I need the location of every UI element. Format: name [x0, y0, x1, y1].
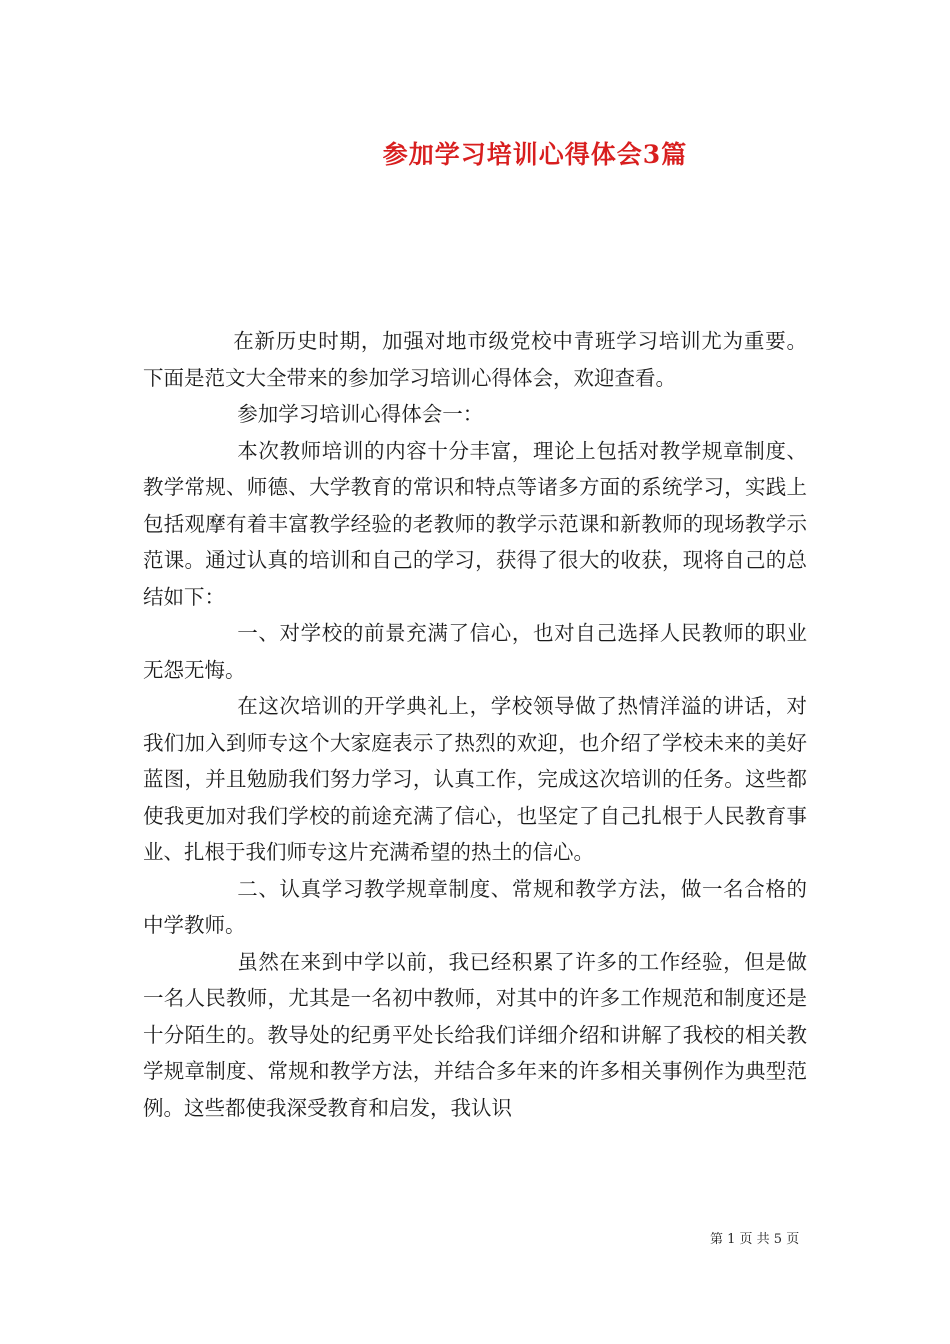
- page-title: 参加学习培训心得体会3篇: [382, 140, 688, 169]
- document-body: [143, 323, 807, 1126]
- point-heading-one: 一、对学校的前景充满了信心，也对自己选择人民教师的职业无怨无悔。: [143, 621, 807, 682]
- paragraph: 虽然在来到中学以前，我已经积累了许多的工作经验，但是做一名人民教师，尤其是一名初中教师，对其中的许多工作规范和制度还是十分陌生的。教导处的纪勇平处长给我们详细介绍和讲解了我校的相关教学规章制度、常规和教学方法，并结合多年来的许多相关事例作为典型范例。这些都使我深受教育和启发，我认识: [143, 949, 807, 1120]
- page-number: 第 1 页 共 5 页: [710, 1232, 800, 1247]
- intro-paragraph: 在新历史时期，加强对地市级党校中青班学习培训尤为重要。下面是范文大全带来的参加学习培训心得体会，欢迎查看。: [143, 329, 807, 390]
- point-heading-two: 二、认真学习教学规章制度、常规和教学方法，做一名合格的中学教师。: [143, 876, 807, 937]
- paragraph: 本次教师培训的内容十分丰富，理论上包括对教学规章制度、教学常规、师德、大学教育的常识和特点等诸多方面的系统学习，实践上包括观摩有着丰富教学经验的老教师的教学示范课和新教师的现场教学示范课。通过认真的培训和自己的学习，获得了很大的收获，现将自己的总结如下：: [143, 438, 807, 609]
- section-heading-one: 参加学习培训心得体会一：: [237, 402, 484, 426]
- paragraph: 在这次培训的开学典礼上，学校领导做了热情洋溢的讲话，对我们加入到师专这个大家庭表示了热烈的欢迎，也介绍了学校未来的美好蓝图，并且勉励我们努力学习，认真工作，完成这次培训的任务。这些都使我更加对我们学校的前途充满了信心，也坚定了自己扎根于人民教育事业、扎根于我们师专这片充满希望的热土的信心。: [143, 694, 807, 864]
